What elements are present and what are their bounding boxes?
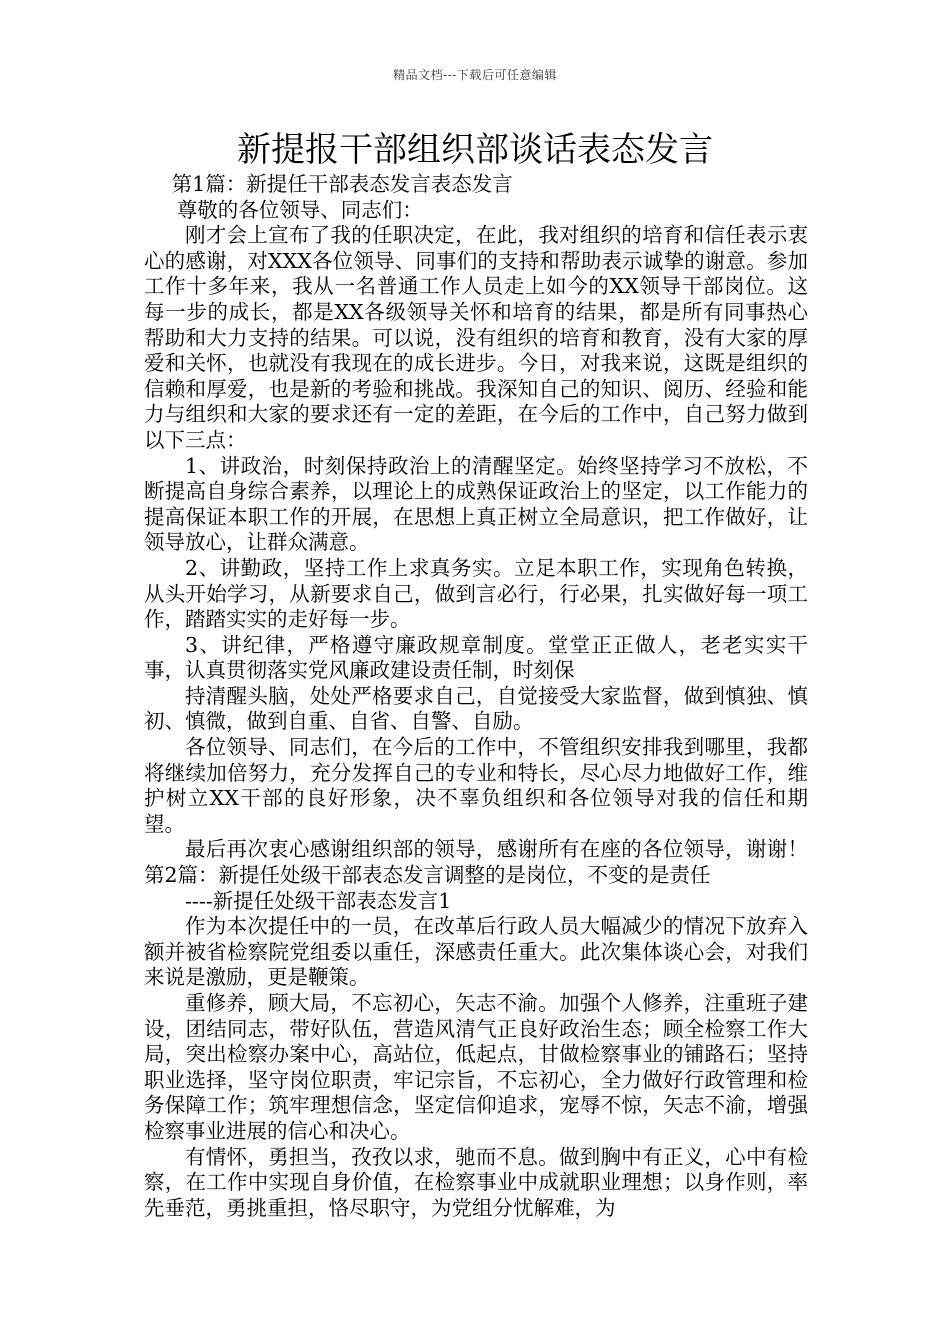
body-paragraph: 作为本次提任中的一员，在改革后行政人员大幅减少的情况下放弃入额并被省检察院党组委以重任，深感责任重大。此次集体谈心会，对我们来说是激励，更是鞭策。 [144,914,808,990]
document-body [144,172,808,1221]
body-paragraph: 刚才会上宣布了我的任职决定，在此，我对组织的培育和信任表示衷心的感谢，对XXX各位领导、同事们的支持和帮助表示诚挚的谢意。参加工作十多年来，我从一名普通工作人员走上如今的XX领导干部岗位。这每一步的成长，都是XX各级领导关怀和培育的结果，都是所有同事热心帮助和大力支持的结果。可以说，没有组织的培育和教育，没有大家的厚爱和关怀，也就没有我现在的成长进步。今日，对我来说，这既是组织的信赖和厚爱，也是新的考验和挑战。我深知自己的知识、阅历、经验和能力与组织和大家的要求还有一定的差距，在今后的工作中，自己努力做到以下三点： [144,223,808,452]
section-heading-1: 第1篇：新提任干部表态发言表态发言 [171,172,513,196]
body-paragraph: 3、讲纪律，严格遵守廉政规章制度。堂堂正正做人，老老实实干事，认真贯彻落实党风廉政建设责任制，时刻保 [144,632,808,683]
body-paragraph: 各位领导、同志们，在今后的工作中，不管组织安排我到哪里，我都将继续加倍努力，充分发挥自己的专业和特长，尽心尽力地做好工作，维护树立XX干部的良好形象，决不辜负组织和各位领导对我的信任和期望。 [144,735,808,836]
body-paragraph: 1、讲政治，时刻保持政治上的清醒坚定。始终坚持学习不放松，不断提高自身综合素养，以理论上的成熟保证政治上的坚定，以工作能力的提高保证本职工作的开展，在思想上真正树立全局意识，把工作做好，让领导放心，让群众满意。 [144,453,808,555]
body-paragraph: 持清醒头脑，处处严格要求自己，自觉接受大家监督，做到慎独、慎初、慎微，做到自重、自省、自警、自励。 [144,683,808,734]
document-title: 新提报干部组织部谈话表态发言 [237,130,713,170]
body-paragraph: 重修养，顾大局，不忘初心，矢志不渝。加强个人修养，注重班子建设，团结同志，带好队伍，营造风清气正良好政治生态；顾全检察工作大局，突出检察办案中心，高站位，低起点，甘做检察事业的铺路石；坚持职业选择，坚守岗位职责，牢记宗旨，不忘初心，全力做好行政管理和检务保障工作；筑牢理想信念，坚定信仰追求，宠辱不惊，矢志不渝，增强检察事业进展的信心和决心。 [144,991,808,1143]
body-paragraph: 2、讲勤政，坚持工作上求真务实。立足本职工作，实现角色转换，从头开始学习，从新要求自己，做到言必行，行必果，扎实做好每一项工作，踏踏实实的走好每一步。 [144,555,808,632]
body-paragraph: 有情怀，勇担当，孜孜以求，驰而不息。做到胸中有正义，心中有检察，在工作中实现自身价值，在检察事业中成就职业理想；以身作则，率先垂范，勇挑重担，恪尽职守，为党组分忧解难，为 [144,1144,808,1220]
body-paragraph: 最后再次衷心感谢组织部的领导，感谢所有在座的各位领导，谢谢！第2篇：新提任处级干部表态发言调整的是岗位，不变的是责任 [144,837,808,888]
section-subheading: ----新提任处级干部表态发言1 [185,888,452,913]
greeting-line: 尊敬的各位领导、同志们： [176,197,423,222]
page-header-note: 精品文档---下载后可任意编辑 [393,68,557,82]
